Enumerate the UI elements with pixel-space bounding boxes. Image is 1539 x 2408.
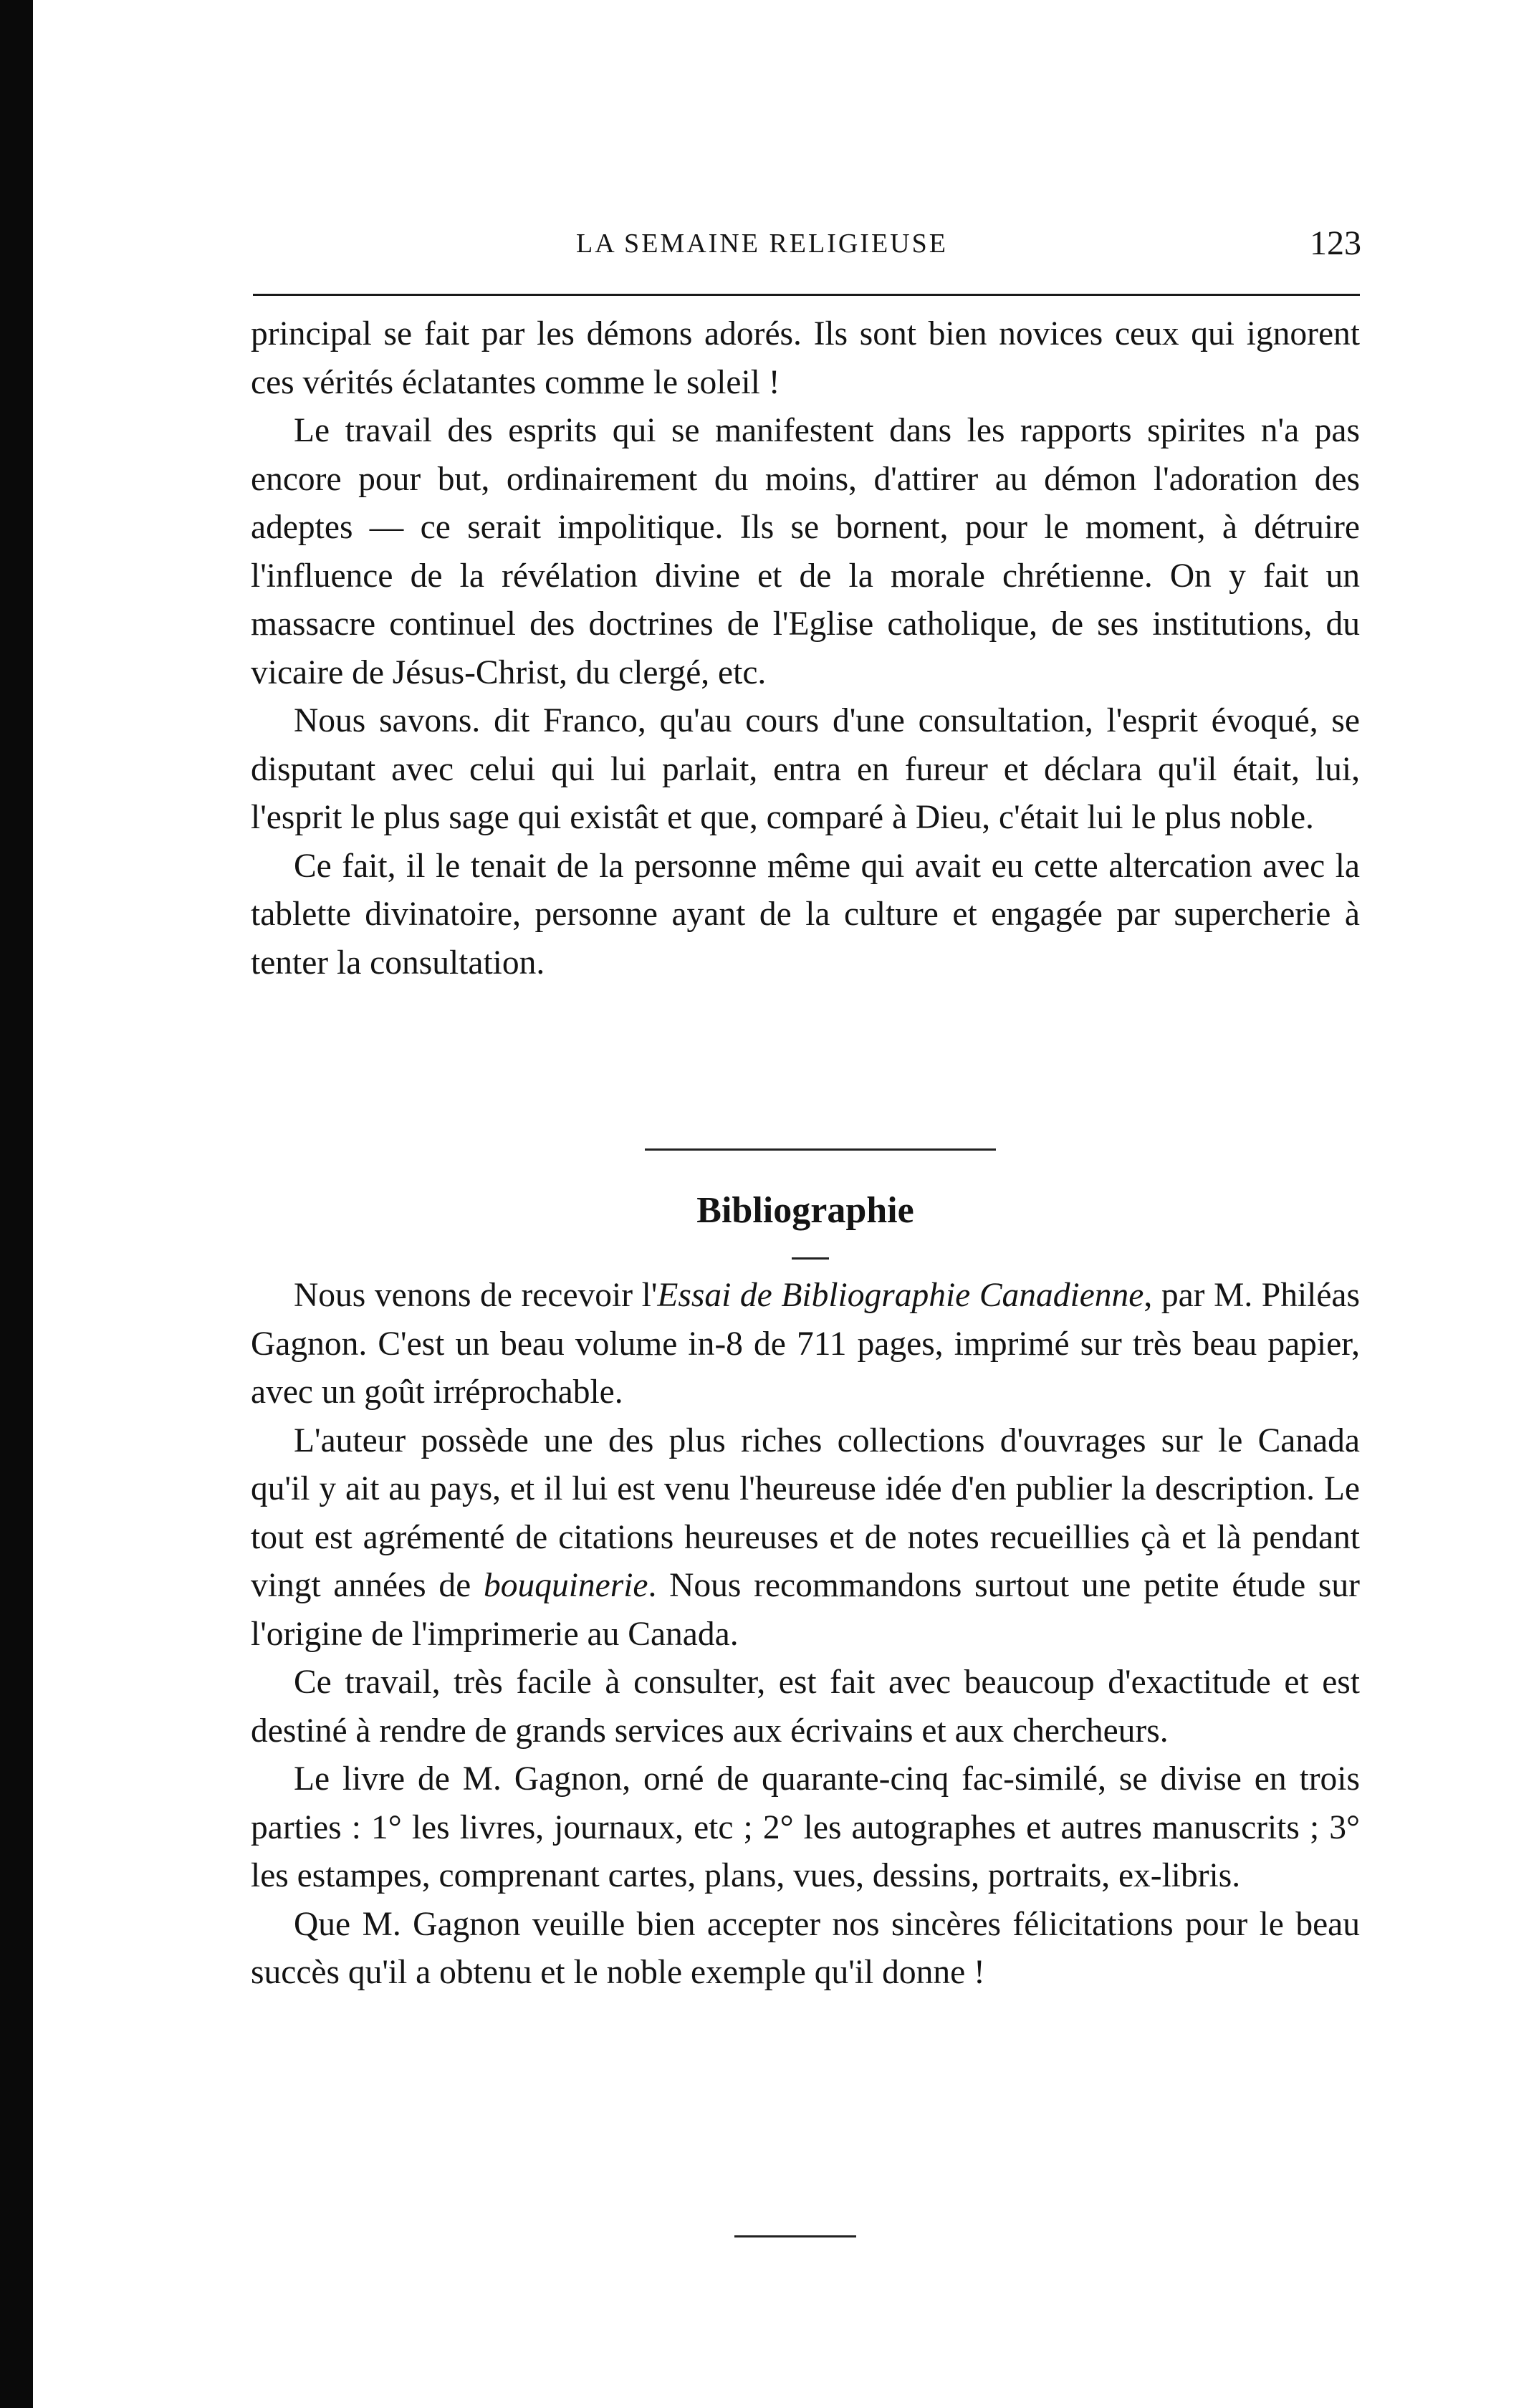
paragraph: Le travail des esprits qui se manifestent dans les rapports spirites n'a pas encore pour but, ordinairement du moins, d'attirer au démon l'adoration des adeptes — ce serait impolitique. Ils se bornent, pour le moment, à détruire l'influence de la révélation divine et de la morale chrétienne. On y fait un massacre continuel des doctrines de l'Eglise catholique, de ses institutions, du vicaire de Jésus-Christ, du clergé, etc.	[251, 412, 1360, 691]
paragraph: principal se fait par les démons adorés. Ils sont bien novices ceux qui ignorent ces vérités éclatantes comme le soleil !	[251, 315, 1360, 401]
paragraph: Le livre de M. Gagnon, orné de quarante-cinq fac-similé, se divise en trois parties : 1° les livres, journaux, etc ; 2° les autographes et autres manuscrits ; 3° les estampes, comprenant cartes, plans, vues, dessins, portraits, ex-libris.	[251, 1760, 1360, 1894]
paragraph: L'auteur possède une des plus riches collections d'ouvrages sur le Canada qu'il y ait au pays, et il lui est venu l'heureuse idée d'en publier la description. Le tout est agrémenté de citations heureuses et de notes recueillies çà et là pendant vingt années de bouquinerie. Nous recommandons surtout une petite étude sur l'origine de l'imprimerie au Canada.	[251, 1421, 1360, 1653]
section-heading: Bibliographie	[696, 1190, 914, 1231]
paragraph: Ce fait, il le tenait de la personne même qui avait eu cette altercation avec la tablette divinatoire, personne ayant de la culture et engagée par supercherie à tenter la consultation.	[251, 847, 1360, 982]
heading-rule	[792, 1257, 829, 1260]
paragraph: Que M. Gagnon veuille bien accepter nos sincères félicitations pour le beau succès qu'il a obtenu et le noble exemple qu'il donne !	[251, 1905, 1360, 1991]
paragraph: Nous venons de recevoir l'Essai de Bibliographie Canadienne, par M. Philéas Gagnon. C'est un beau volume in-8 de 711 pages, imprimé sur très beau papier, avec un goût irréprochable.	[251, 1277, 1360, 1411]
paragraph: Nous savons. dit Franco, qu'au cours d'une consultation, l'esprit évoqué, se disputant avec celui qui lui parlait, entra en fureur et déclara qu'il était, lui, l'esprit le plus sage qui existât et que, comparé à Dieu, c'était lui le plus noble.	[251, 702, 1360, 836]
page-number: 123	[1310, 224, 1361, 262]
paragraph: Ce travail, très facile à consulter, est fait avec beaucoup d'exactitude et est destiné à rendre de grands services aux écrivains et aux chercheurs.	[251, 1664, 1360, 1750]
section-separator	[645, 1148, 996, 1151]
article-text	[251, 310, 1360, 987]
running-title: LA SEMAINE RELIGIEUSE	[576, 229, 948, 259]
end-rule	[734, 2235, 856, 2237]
italic-word: bouquinerie	[483, 1567, 648, 1604]
header-rule	[253, 294, 1360, 296]
scan-edge	[0, 0, 33, 2408]
page-header	[251, 224, 1361, 271]
bibliography-text	[251, 1272, 1360, 1997]
book-title: Essai de Bibliographie Canadienne	[657, 1277, 1144, 1314]
